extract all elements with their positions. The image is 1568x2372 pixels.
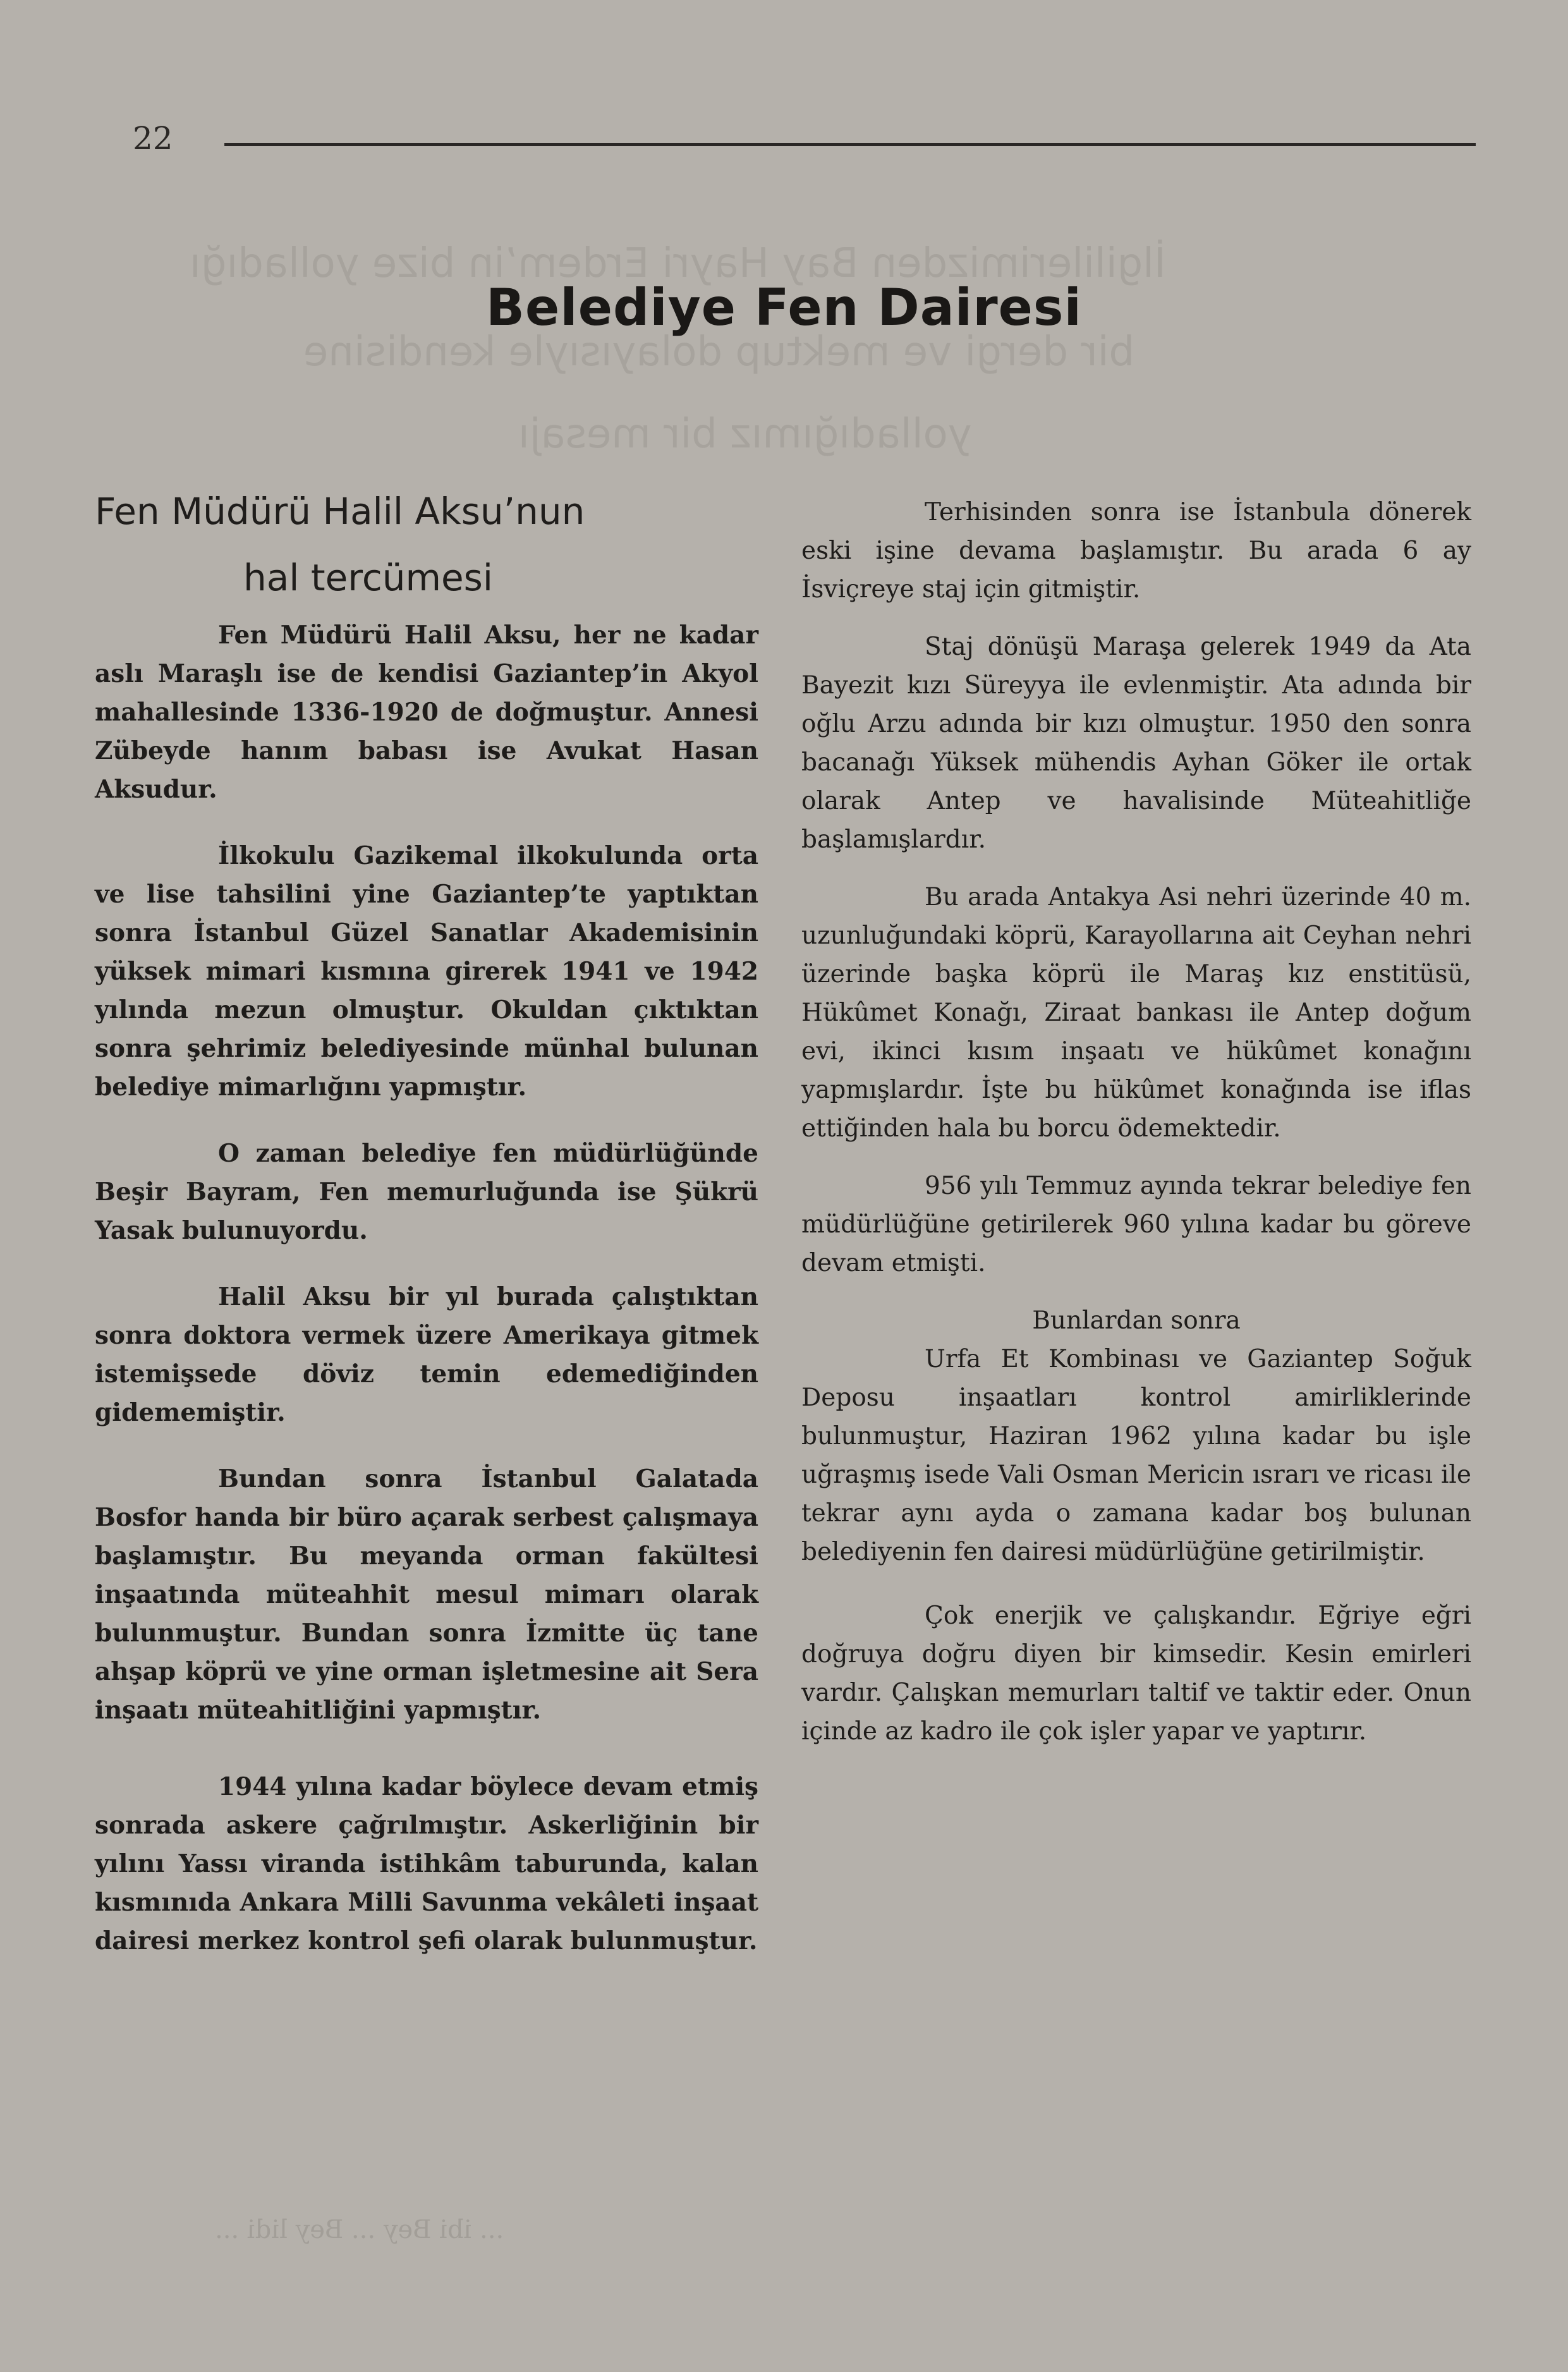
left-paragraph-2: İlkokulu Gazikemal ilkokulunda orta ve lise tahsilini yine Gaziantep’te yaptıktan sonra İstanbul Güzel Sanatlar Akademisinin yüksek mimari kısmına girerek 1941 ve 1942 yılında mezun olmuştur. Okuldan çıktıktan sonra şehrimiz belediyesinde münhal bulunan belediye mimarlığını yapmıştır. (95, 841, 758, 1102)
left-column (95, 616, 758, 1988)
right-subheading: Bunlardan sonra (1032, 1306, 1241, 1335)
bleed-through-line-2: bir dergi ve mektup dolayısıyle kendisine (303, 329, 1135, 375)
right-paragraph-6: Çok enerjik ve çalışkandır. Eğriye eğri doğruya doğru diyen bir kimsedir. Kesin emirleri vardır. Çalışkan memurları taltif ve taktir eder. Onun içinde az kadro ile çok işler yapar ve yaptırır. (801, 1602, 1471, 1746)
page-title: Belediye Fen Dairesi (486, 278, 1082, 337)
right-paragraph-1: Terhisinden sonra ise İstanbula dönerek eski işine devama başlamıştır. Bu arada 6 ay İsviçreye staj için gitmiştir. (801, 498, 1471, 604)
section-heading-line-2: hal tercümesi (243, 556, 494, 599)
bleed-through-line-1: İlgililerimizden Bay Hayri Erdem’in bize yolladığı (190, 240, 1166, 287)
left-paragraph-5: Bundan sonra İstanbul Galatada Bosfor handa bir büro açarak serbest çalışmaya başlamıştır. Bu meyanda orman fakültesi inşaatında müteahhit mesul mimarı olarak bulunmuştur. Bundan sonra İzmitte üç tane ahşap köprü ve yine orman işletmesine ait Sera inşaatı müteahitliğini yapmıştır. (95, 1464, 758, 1725)
right-paragraph-4: 956 yılı Temmuz ayında tekrar belediye fen müdürlüğüne getirilerek 960 yılına kadar bu göreve devam etmişti. (801, 1172, 1471, 1277)
right-paragraph-2: Staj dönüşü Maraşa gelerek 1949 da Ata Bayezit kızı Süreyya ile evlenmiştir. Ata adında bir oğlu Arzu adında bir kızı olmuştur. 1950 den sonra bacanağı Yüksek mühendis Ayhan Göker ile ortak olarak Antep ve havalisinde Müteahitliğe başlamışlardır. (801, 633, 1471, 854)
left-paragraph-1: Fen Müdürü Halil Aksu, her ne kadar aslı Maraşlı ise de kendisi Gaziantep’in Akyol mahallesinde 1336-1920 de doğmuştur. Annesi Zübeyde hanım babası ise Avukat Hasan Aksudur. (95, 621, 758, 804)
section-heading-line-1: Fen Müdürü Halil Aksu’nun (95, 490, 585, 533)
bleed-through-line-3: yolladığımız bir mesajı (518, 411, 972, 458)
right-paragraph-3: Bu arada Antakya Asi nehri üzerinde 40 m. uzunluğundaki köprü, Karayollarına ait Ceyhan nehri üzerinde başka köprü ile Maraş kız enstitüsü, Hükûmet Konağı, Ziraat bankası ile Antep doğum evi, ikinci kısım inşaatı ve hükûmet konağını yapmışlardır. İşte bu hükûmet konağında ise iflas ettiğinden hala bu borcu ödemektedir. (801, 883, 1471, 1143)
left-paragraph-6: 1944 yılına kadar böylece devam etmiş sonrada askere çağrılmıştır. Askerliğinin bir yılını Yassı viranda istihkâm taburunda, kalan kısmınıda Ankara Milli Savunma vekâleti inşaat dairesi merkez kontrol şefi olarak bulunmuştur. (95, 1772, 758, 1955)
header-rule (224, 143, 1476, 146)
right-column (801, 493, 1471, 1770)
left-paragraph-4: Halil Aksu bir yıl burada çalıştıktan sonra doktora vermek üzere Amerikaya gitmek istemişsede döviz temin edemediğinden gidememiştir. (95, 1282, 758, 1427)
page-number: 22 (133, 120, 173, 157)
bleed-through-footer: ... ibi Bey ... Bey lidi ... (215, 2215, 504, 2244)
right-paragraph-5: Urfa Et Kombinası ve Gaziantep Soğuk Deposu inşaatları kontrol amirliklerinde bulunmuştur, Haziran 1962 yılına kadar bu işle uğraşmış isede Vali Osman Mericin ısrarı ve ricası ile tekrar aynı ayda o zamana kadar boş bulunan belediyenin fen dairesi müdürlüğüne getirilmiştir. (801, 1345, 1471, 1566)
left-paragraph-3: O zaman belediye fen müdürlüğünde Beşir Bayram, Fen memurluğunda ise Şükrü Yasak bulunuyordu. (95, 1139, 758, 1245)
